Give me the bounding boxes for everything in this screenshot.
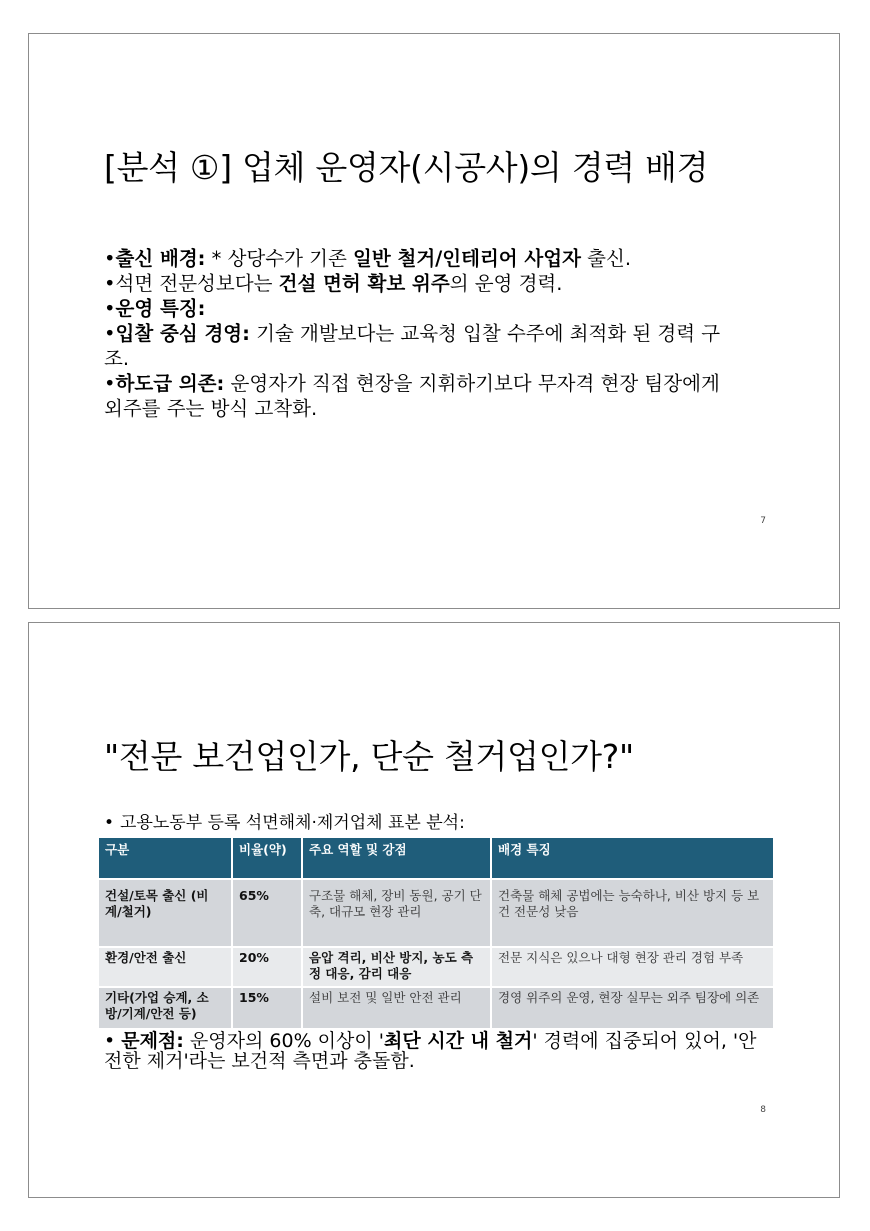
analysis-table xyxy=(99,838,775,1028)
cell-role: 음압 격리, 비산 방지, 농도 측정 대응, 감리 대응 xyxy=(302,947,491,987)
cell-role: 구조물 해체, 장비 동원, 공기 단축, 대규모 현장 관리 xyxy=(302,879,491,947)
header-background: 배경 특징 xyxy=(491,838,774,879)
table-row xyxy=(99,947,774,987)
cell-category: 환경/안전 출신 xyxy=(99,947,232,987)
cell-category: 기타(가업 승계, 소방/기계/안전 등) xyxy=(99,987,232,1028)
bullet-item: •입찰 중심 경영: 기술 개발보다는 교육청 입찰 수주에 최적화 된 경력 구조. xyxy=(104,322,721,370)
header-ratio: 비율(약) xyxy=(232,838,302,879)
cell-background: 건축물 해체 공법에는 능숙하나, 비산 방지 등 보건 전문성 낮음 xyxy=(491,879,774,947)
header-role: 주요 역할 및 강점 xyxy=(302,838,491,879)
table-row xyxy=(99,987,774,1028)
intro-text: • 고용노동부 등록 석면해체·제거업체 표본 분석: xyxy=(104,813,465,833)
cell-ratio: 15% xyxy=(232,987,302,1028)
cell-ratio: 20% xyxy=(232,947,302,987)
header-category: 구분 xyxy=(99,838,232,879)
table-header-row xyxy=(99,838,774,879)
slide-8 xyxy=(28,622,840,1198)
cell-background: 경영 위주의 운영, 현장 실무는 외주 팀장에 의존 xyxy=(491,987,774,1028)
page-number: 7 xyxy=(760,516,766,526)
table-row xyxy=(99,879,774,947)
page-number: 8 xyxy=(760,1105,766,1115)
bullet-item: •출신 배경: * 상당수가 기존 일반 철거/인테리어 사업자 출신. xyxy=(104,247,632,270)
cell-ratio: 65% xyxy=(232,879,302,947)
bullet-item: •운영 특징: xyxy=(104,297,206,320)
bullet-item: •하도급 의존: 운영자가 직접 현장을 지휘하기보다 무자격 현장 팀장에게 외주를 주는 방식 고착화. xyxy=(104,372,720,420)
bullet-item: •석면 전문성보다는 건설 면허 확보 위주의 운영 경력. xyxy=(104,272,563,295)
slide-7 xyxy=(28,33,840,609)
slide-title: [분석 ①] 업체 운영자(시공사)의 경력 배경 xyxy=(104,148,709,187)
cell-category: 건설/토목 출신 (비계/철거) xyxy=(99,879,232,947)
bullet-list xyxy=(104,246,744,421)
problem-statement: • 문제점: 운영자의 60% 이상이 '최단 시간 내 철거' 경력에 집중되어 있어, '안전한 제거'라는 보건적 측면과 충돌함. xyxy=(104,1030,757,1072)
cell-background: 전문 지식은 있으나 대형 현장 관리 경험 부족 xyxy=(491,947,774,987)
slide-title: "전문 보건업인가, 단순 철거업인가?" xyxy=(104,737,634,776)
cell-role: 설비 보전 및 일반 안전 관리 xyxy=(302,987,491,1028)
